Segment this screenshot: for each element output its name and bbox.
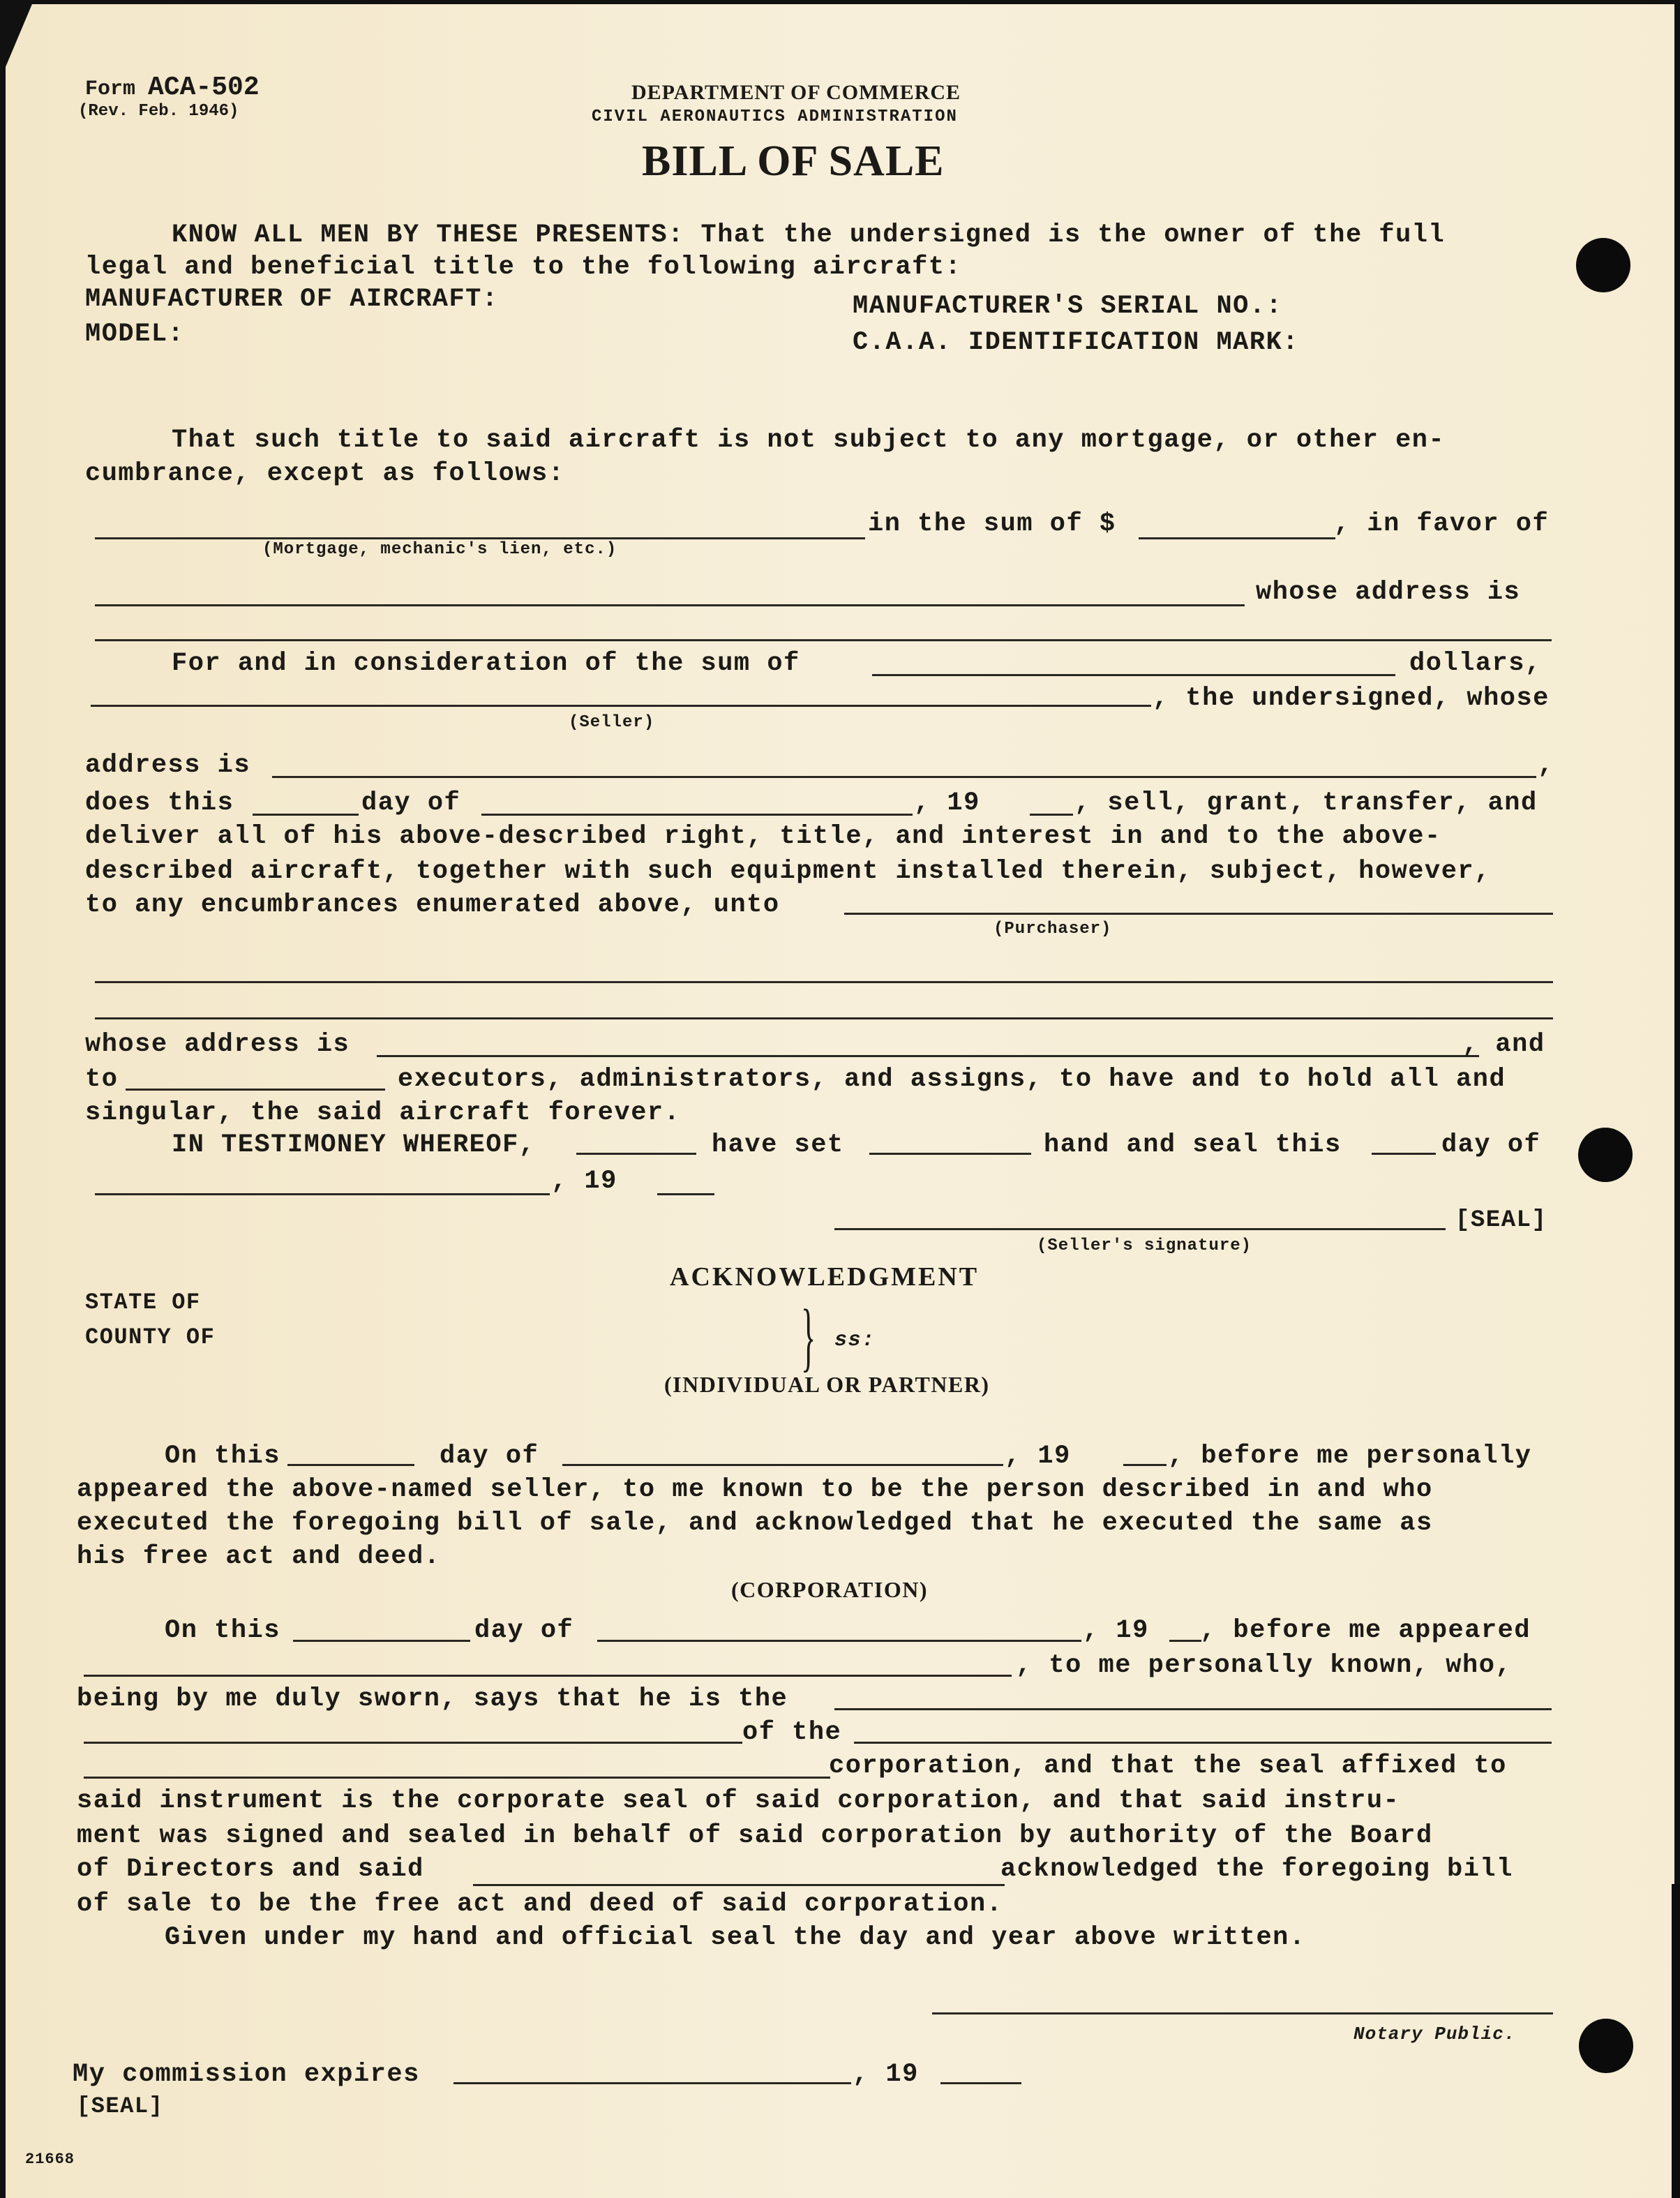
scan-edge-shadow bbox=[1672, 1884, 1680, 2198]
corp-year-prefix: , 19 bbox=[1083, 1616, 1149, 1645]
corp-sworn-label: being by me duly sworn, says that he is the bbox=[77, 1684, 788, 1714]
model-field[interactable] bbox=[195, 320, 823, 347]
commission-year-field[interactable] bbox=[940, 2082, 1021, 2084]
sale-year-field[interactable] bbox=[1030, 814, 1073, 816]
corp-name-field[interactable] bbox=[854, 1742, 1552, 1744]
described-line: described aircraft, together with such equipment installed therein, subject, however, bbox=[85, 857, 1491, 886]
testimony-pronoun-field[interactable] bbox=[869, 1153, 1031, 1155]
testimony-year-field[interactable] bbox=[657, 1193, 714, 1195]
corp-instrument-line: said instrument is the corporate seal of said corporation, and that said instru- bbox=[77, 1786, 1400, 1816]
lienholder-address-label: whose address is bbox=[1256, 578, 1521, 607]
corp-month-field[interactable] bbox=[597, 1640, 1081, 1642]
purchaser-extra-line-1[interactable] bbox=[95, 981, 1553, 983]
lienholder-address-field[interactable] bbox=[95, 639, 1552, 641]
ind-year-prefix: , 19 bbox=[1005, 1442, 1071, 1471]
corp-sale-line: of sale to be the free act and deed of said corporation. bbox=[77, 1890, 1003, 1919]
commission-expiry-field[interactable] bbox=[453, 2082, 851, 2084]
seller-address-field[interactable] bbox=[272, 776, 1536, 778]
seller-caption: (Seller) bbox=[569, 713, 655, 732]
ind-before-label: , before me personally bbox=[1168, 1442, 1532, 1471]
seller-signature-field[interactable] bbox=[834, 1228, 1446, 1230]
punch-hole-top bbox=[1576, 238, 1630, 292]
sale-month-field[interactable] bbox=[481, 814, 913, 816]
consideration-amount-field[interactable] bbox=[872, 674, 1395, 676]
corp-corporation-label: corporation, and that the seal affixed to bbox=[829, 1751, 1507, 1781]
ind-day-field[interactable] bbox=[287, 1464, 414, 1466]
have-set-label: have set bbox=[712, 1130, 844, 1160]
corp-name-cont-field[interactable] bbox=[84, 1777, 830, 1779]
corp-of-the-label: of the bbox=[742, 1718, 842, 1747]
serial-number-field[interactable] bbox=[1312, 292, 1521, 320]
seller-seal: [SEAL] bbox=[1455, 1207, 1547, 1234]
ind-year-field[interactable] bbox=[1123, 1464, 1167, 1466]
to-label: to bbox=[85, 1065, 119, 1094]
corp-known-label: , to me personally known, who, bbox=[1016, 1651, 1513, 1680]
testimony-party-field[interactable] bbox=[576, 1153, 696, 1155]
corp-day-of-label: day of bbox=[474, 1616, 574, 1645]
corp-officer-title-field[interactable] bbox=[834, 1708, 1552, 1710]
sell-grant-label: , sell, grant, transfer, and bbox=[1074, 788, 1538, 818]
testimony-day-field[interactable] bbox=[1372, 1153, 1436, 1155]
seller-name-field[interactable] bbox=[91, 705, 1151, 707]
ind-on-this-label: On this bbox=[165, 1442, 280, 1471]
does-this-label: does this bbox=[85, 788, 234, 818]
executors-line: executors, administrators, and assigns, to have and to hold all and bbox=[398, 1065, 1506, 1094]
corp-acknowledged-label: acknowledged the foregoing bill bbox=[1000, 1855, 1513, 1884]
intro-line-1: KNOW ALL MEN BY THESE PRESENTS: That the undersigned is the owner of the full bbox=[172, 220, 1446, 250]
punch-hole-bottom bbox=[1579, 2019, 1633, 2073]
print-code: 21668 bbox=[25, 2151, 75, 2168]
corp-ment-line: ment was signed and sealed in behalf of said corporation by authority of the Board bbox=[77, 1821, 1433, 1851]
corp-before-label: , before me appeared bbox=[1200, 1616, 1531, 1645]
commission-year-prefix: , 19 bbox=[853, 2060, 919, 2089]
acknowledgment-heading: ACKNOWLEDGMENT bbox=[670, 1262, 980, 1292]
heirs-field[interactable] bbox=[126, 1089, 385, 1091]
ind-day-of-label: day of bbox=[440, 1442, 539, 1471]
ind-line-3: executed the foregoing bill of sale, and acknowledged that he executed the same as bbox=[77, 1509, 1433, 1538]
unto-label: to any encumbrances enumerated above, unto bbox=[85, 890, 780, 920]
manufacturer-field[interactable] bbox=[530, 285, 837, 313]
lienholder-field[interactable] bbox=[95, 604, 1245, 606]
notary-signature-field[interactable] bbox=[932, 2012, 1553, 2014]
state-field[interactable] bbox=[223, 1289, 712, 1317]
undersigned-label: , the undersigned, whose bbox=[1153, 684, 1550, 713]
year-prefix: , 19 bbox=[914, 788, 980, 818]
corp-officer-name-field[interactable] bbox=[84, 1675, 1012, 1677]
intro-line-2: legal and beneficial title to the following aircraft: bbox=[85, 253, 962, 282]
consideration-label: For and in consideration of the sum of bbox=[172, 649, 800, 678]
purchaser-address-label: whose address is bbox=[85, 1030, 350, 1059]
corp-year-field[interactable] bbox=[1169, 1640, 1201, 1642]
identification-mark-field[interactable] bbox=[1326, 328, 1521, 356]
purchaser-extra-line-2[interactable] bbox=[95, 1017, 1553, 1019]
day-of-label: day of bbox=[361, 788, 461, 818]
corp-officer-acknowledge-field[interactable] bbox=[473, 1884, 1005, 1886]
ss-label: ss: bbox=[834, 1329, 876, 1352]
hand-seal-label: hand and seal this bbox=[1044, 1130, 1342, 1160]
form-revision: (Rev. Feb. 1946) bbox=[78, 102, 239, 121]
purchaser-name-field[interactable] bbox=[844, 913, 1553, 915]
corporation-caption: (CORPORATION) bbox=[731, 1577, 928, 1602]
corp-directors-label: of Directors and said bbox=[77, 1855, 424, 1884]
seller-signature-caption: (Seller's signature) bbox=[1037, 1236, 1252, 1255]
testimony-label: IN TESTIMONEY WHEREOF, bbox=[172, 1130, 536, 1160]
state-label: STATE OF bbox=[85, 1289, 201, 1315]
deliver-line: deliver all of his above-described right, title, and interest in and to the above- bbox=[85, 822, 1441, 851]
brace-icon: } bbox=[801, 1294, 816, 1379]
encumbrance-type-caption: (Mortgage, mechanic's lien, etc.) bbox=[262, 540, 617, 559]
purchaser-caption: (Purchaser) bbox=[993, 920, 1112, 939]
form-number bbox=[85, 73, 260, 103]
testimony-year-prefix: , 19 bbox=[551, 1167, 617, 1196]
manufacturer-label: MANUFACTURER OF AIRCRAFT: bbox=[85, 285, 499, 314]
seller-address-label: address is bbox=[85, 751, 251, 780]
county-label: COUNTY OF bbox=[85, 1324, 216, 1350]
sum-label: in the sum of $ bbox=[868, 509, 1116, 539]
singular-line: singular, the said aircraft forever. bbox=[85, 1098, 681, 1128]
form-code: ACA-502 bbox=[148, 73, 260, 103]
testimony-day-of-label: day of bbox=[1441, 1130, 1541, 1160]
corp-day-field[interactable] bbox=[293, 1640, 470, 1642]
encumbrance-type-field[interactable] bbox=[95, 537, 865, 539]
given-under-line: Given under my hand and official seal the day and year above written. bbox=[165, 1923, 1306, 1952]
county-field[interactable] bbox=[237, 1324, 712, 1352]
encumbrance-line-2: cumbrance, except as follows: bbox=[85, 459, 565, 488]
ind-line-2: appeared the above-named seller, to me known to be the person described in and who bbox=[77, 1475, 1433, 1504]
identification-mark-label: C.A.A. IDENTIFICATION MARK: bbox=[853, 328, 1299, 357]
ind-month-field[interactable] bbox=[562, 1464, 1003, 1466]
encumbrance-line-1: That such title to said aircraft is not subject to any mortgage, or other en- bbox=[172, 426, 1446, 455]
commission-label: My commission expires bbox=[73, 2060, 420, 2089]
and-label: , and bbox=[1462, 1030, 1545, 1059]
sale-day-field[interactable] bbox=[253, 814, 359, 816]
ind-line-4: his free act and deed. bbox=[77, 1542, 441, 1571]
form-prefix: Form bbox=[85, 77, 136, 101]
in-favor-of-label: , in favor of bbox=[1334, 509, 1550, 539]
dollars-label: dollars, bbox=[1409, 649, 1542, 678]
model-label: MODEL: bbox=[85, 320, 185, 349]
department-name: DEPARTMENT OF COMMERCE bbox=[631, 81, 961, 104]
notary-seal: [SEAL] bbox=[77, 2093, 164, 2119]
comma: , bbox=[1538, 751, 1554, 780]
individual-caption: (INDIVIDUAL OR PARTNER) bbox=[664, 1372, 990, 1397]
page-title: BILL OF SALE bbox=[642, 137, 945, 185]
encumbrance-sum-field[interactable] bbox=[1139, 537, 1335, 539]
corp-on-this-label: On this bbox=[165, 1616, 280, 1645]
punch-hole-middle bbox=[1578, 1128, 1633, 1182]
corp-officer-title-cont-field[interactable] bbox=[84, 1742, 742, 1744]
notary-public-caption: Notary Public. bbox=[1353, 2024, 1516, 2044]
serial-number-label: MANUFACTURER'S SERIAL NO.: bbox=[853, 292, 1283, 321]
testimony-month-field[interactable] bbox=[95, 1193, 550, 1195]
purchaser-address-field[interactable] bbox=[377, 1055, 1479, 1057]
agency-name: CIVIL AERONAUTICS ADMINISTRATION bbox=[592, 107, 958, 126]
